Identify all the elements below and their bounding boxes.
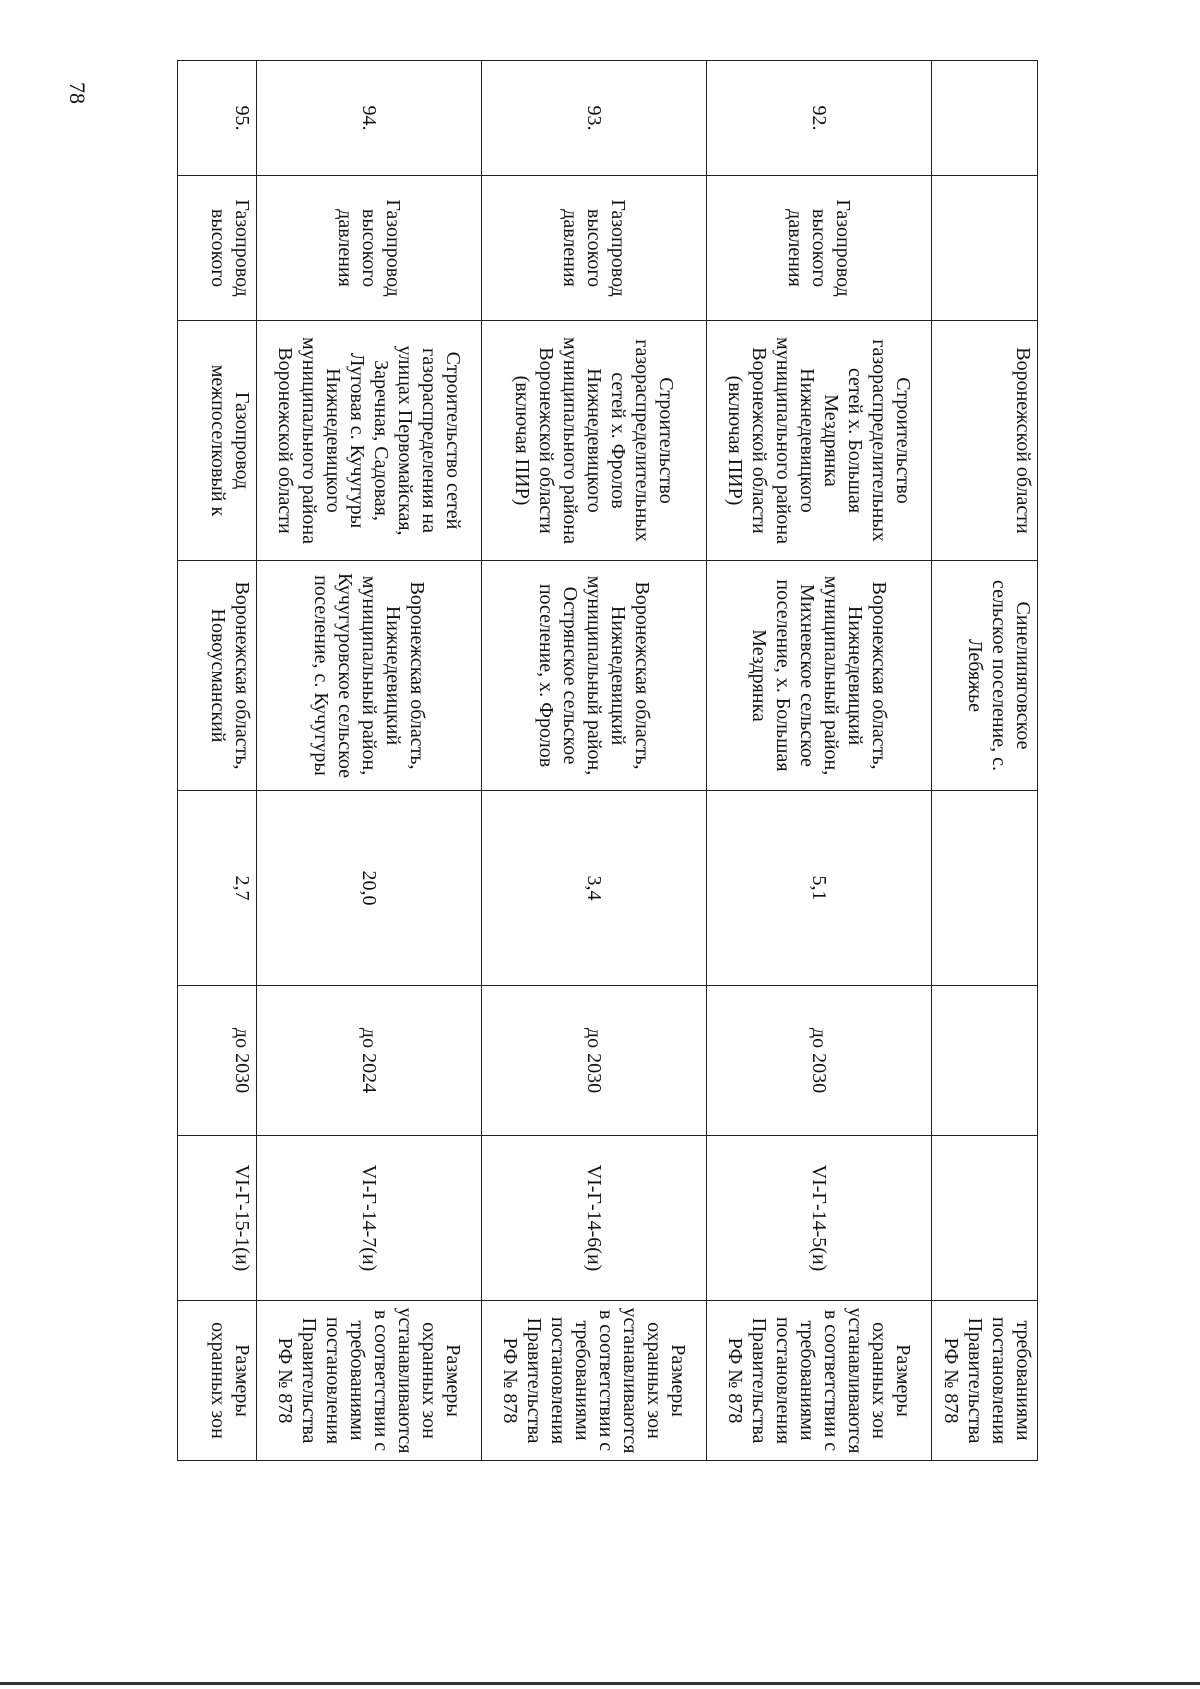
cell-term: до 2030 [482,986,707,1136]
cell-length: 5,1 [707,791,932,986]
table-row [257,61,482,1461]
table-row [482,61,707,1461]
cell-code: VI-Г-14-6(и) [482,1136,707,1301]
cell-term: до 2030 [707,986,932,1136]
cell-project: Воронежской области [932,321,1038,561]
cell-zone: Размеры охранных зон устанавливаются в соответствии с требованиями постановления Правительства РФ № 878 [257,1301,482,1461]
gas-pipeline-table [177,60,1038,1461]
cell-num: 92. [707,61,932,176]
cell-length: 2,7 [178,791,257,986]
cell-length [932,791,1038,986]
cell-project: Строительство газораспределительных сетей х. Большая Мездрянка Нижнедевицкого муниципального района Воронежской области (включая ПИР) [707,321,932,561]
cell-location: Воронежская область, Нижнедевицкий муниципальный район, Кучугуровское сельское поселение, с. Кучугуры [257,561,482,791]
cell-project: Газопровод межпоселковый к [178,321,257,561]
cell-location: Воронежская область, Нижнедевицкий муниципальный район, Михневское сельское поселение, х. Большая Мездрянка [707,561,932,791]
cell-num: 95. [178,61,257,176]
cell-zone: требованиями постановления Правительства РФ № 878 [932,1301,1038,1461]
cell-term: до 2030 [178,986,257,1136]
cell-code: VI-Г-14-5(и) [707,1136,932,1301]
page-bottom-border [0,1682,1200,1685]
cell-num: 94. [257,61,482,176]
cell-code: VI-Г-15-1(и) [178,1136,257,1301]
rotated-table-container [178,60,1038,1460]
table-row [707,61,932,1461]
cell-location: Воронежская область, Новоусманский [178,561,257,791]
cell-zone: Размеры охранных зон устанавливаются в соответствии с требованиями постановления Правительства РФ № 878 [482,1301,707,1461]
cell-num [932,61,1038,176]
cell-location: Воронежская область, Нижнедевицкий муниципальный район, Острянское сельское поселение, х. Фролов [482,561,707,791]
cell-num: 93. [482,61,707,176]
cell-project: Строительство газораспределительных сетей х. Фролов Нижнедевицкого муниципального района Воронежской области (включая ПИР) [482,321,707,561]
cell-term: до 2024 [257,986,482,1136]
cell-location: Синелипяговское сельское поселение, с. Лебяжье [932,561,1038,791]
cell-code [932,1136,1038,1301]
cell-term [932,986,1038,1136]
cell-name: Газопровод высокого давления [257,176,482,321]
cell-length: 20,0 [257,791,482,986]
cell-project: Строительство сетей газораспределения на улицах Первомайская, Заречная, Садовая, Луговая с. Кучугуры Нижнедевицкого муниципального района Воронежской области [257,321,482,561]
cell-code: VI-Г-14-7(и) [257,1136,482,1301]
cell-zone: Размеры охранных зон [178,1301,257,1461]
cell-name: Газопровод высокого давления [707,176,932,321]
table-row [178,61,257,1461]
cell-name [932,176,1038,321]
cell-zone: Размеры охранных зон устанавливаются в соответствии с требованиями постановления Правительства РФ № 878 [707,1301,932,1461]
cell-name: Газопровод высокого [178,176,257,321]
page-number: 78 [65,82,90,104]
table-row [932,61,1038,1461]
cell-name: Газопровод высокого давления [482,176,707,321]
cell-length: 3,4 [482,791,707,986]
